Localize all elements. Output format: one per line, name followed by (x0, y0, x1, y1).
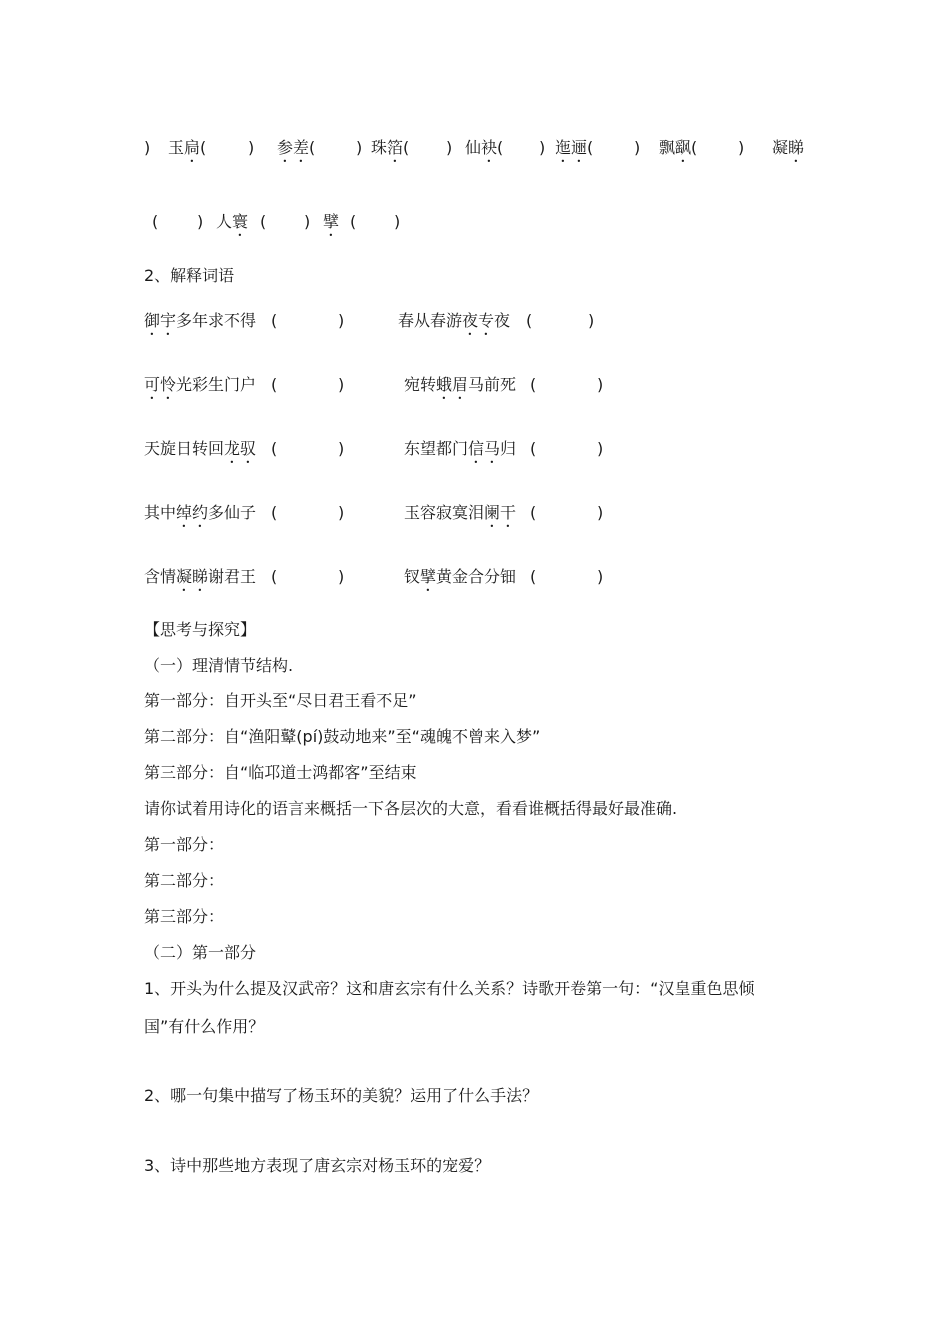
word-zhubo: 珠箔( (371, 138, 410, 157)
paren-close: ) (338, 567, 345, 586)
word-yili: 迤逦( (555, 138, 594, 157)
part-text: 第二部分：自“渔阳鼙(pí)鼓动地来”至“魂魄不曾来入梦” (144, 727, 541, 746)
section-title: 2、解释词语 (144, 266, 235, 285)
paren-open: ( (530, 439, 537, 458)
question-text: 3、诗中那些地方表现了唐玄宗对杨玉环的宠爱？ (144, 1156, 491, 1175)
paren-close: ) (597, 567, 604, 586)
paren-open: ( (526, 311, 533, 330)
paren-open: ( (530, 375, 537, 394)
question-text: 1、开头为什么提及汉武帝？这和唐玄宗有什么关系？诗歌开卷第一句：“汉皇重色思倾 (144, 979, 755, 998)
paren-open: ( (271, 311, 278, 330)
vocab-phrase: 钗擘黄金合分钿 (404, 567, 517, 586)
paren-close: ) (356, 138, 363, 157)
prompt-text: 请你试着用诗化的语言来概括一下各层次的大意，看看谁概括得最好最准确. (144, 799, 678, 818)
paren-close: ) (597, 439, 604, 458)
word-ningdi: 凝睇 (772, 138, 805, 157)
paren-open: ( (530, 503, 537, 522)
word-piaoyao: 飘飖( (659, 138, 698, 157)
paren-open: ( (350, 212, 357, 231)
paren-open: ( (271, 375, 278, 394)
word-yujiong: 玉扃( (168, 138, 207, 157)
paren-open: ( (152, 212, 159, 231)
paren-close: ) (304, 212, 311, 231)
paren-close: ) (597, 375, 604, 394)
part-text: 第一部分：自开头至“尽日君王看不足” (144, 691, 417, 710)
vocab-phrase: 天旋日转回龙驭 (144, 439, 257, 458)
paren-open: ( (271, 503, 278, 522)
paren-close: ) (338, 375, 345, 394)
blank-label: 第二部分： (144, 871, 225, 890)
vocab-phrase: 御宇多年求不得 (144, 311, 257, 330)
subsection-heading: （二）第一部分 (144, 943, 257, 962)
word-cenci: 参差( (277, 138, 316, 157)
paren-close: ) (338, 503, 345, 522)
paren-close: ) (446, 138, 453, 157)
vocab-phrase: 宛转蛾眉马前死 (404, 375, 517, 394)
paren-close: ) (338, 439, 345, 458)
paren-close: ) (539, 138, 546, 157)
blank-label: 第三部分： (144, 907, 225, 926)
paren-close: ) (738, 138, 745, 157)
part-text: 第三部分：自“临邛道士鸿都客”至结束 (144, 763, 417, 782)
paren-close: ) (338, 311, 345, 330)
paren-close: ) (394, 212, 401, 231)
vocab-phrase: 其中绰约多仙子 (144, 503, 257, 522)
paren-close: ) (144, 138, 151, 157)
paren-close: ) (588, 311, 595, 330)
paren-open: ( (260, 212, 267, 231)
vocab-phrase: 含情凝睇谢君王 (144, 567, 257, 586)
question-text: 国”有什么作用？ (144, 1017, 265, 1036)
section-heading: 【思考与探究】 (144, 620, 257, 639)
paren-open: ( (271, 567, 278, 586)
paren-open: ( (530, 567, 537, 586)
vocab-phrase: 春从春游夜专夜 (398, 311, 511, 330)
word-renhuan: 人寰 (216, 212, 249, 231)
vocab-phrase: 玉容寂寞泪阑干 (404, 503, 517, 522)
paren-close: ) (197, 212, 204, 231)
blank-label: 第一部分： (144, 835, 225, 854)
paren-open: ( (271, 439, 278, 458)
paren-close: ) (248, 138, 255, 157)
vocab-phrase: 可怜光彩生门户 (144, 375, 257, 394)
word-bo: 擘 (323, 212, 340, 231)
paren-close: ) (634, 138, 641, 157)
vocab-phrase: 东望都门信马归 (404, 439, 517, 458)
question-text: 2、哪一句集中描写了杨玉环的美貌？运用了什么手法？ (144, 1086, 539, 1105)
word-xianmei: 仙袂( (465, 138, 504, 157)
paren-close: ) (597, 503, 604, 522)
subsection-heading: （一）理清情节结构. (144, 656, 294, 675)
